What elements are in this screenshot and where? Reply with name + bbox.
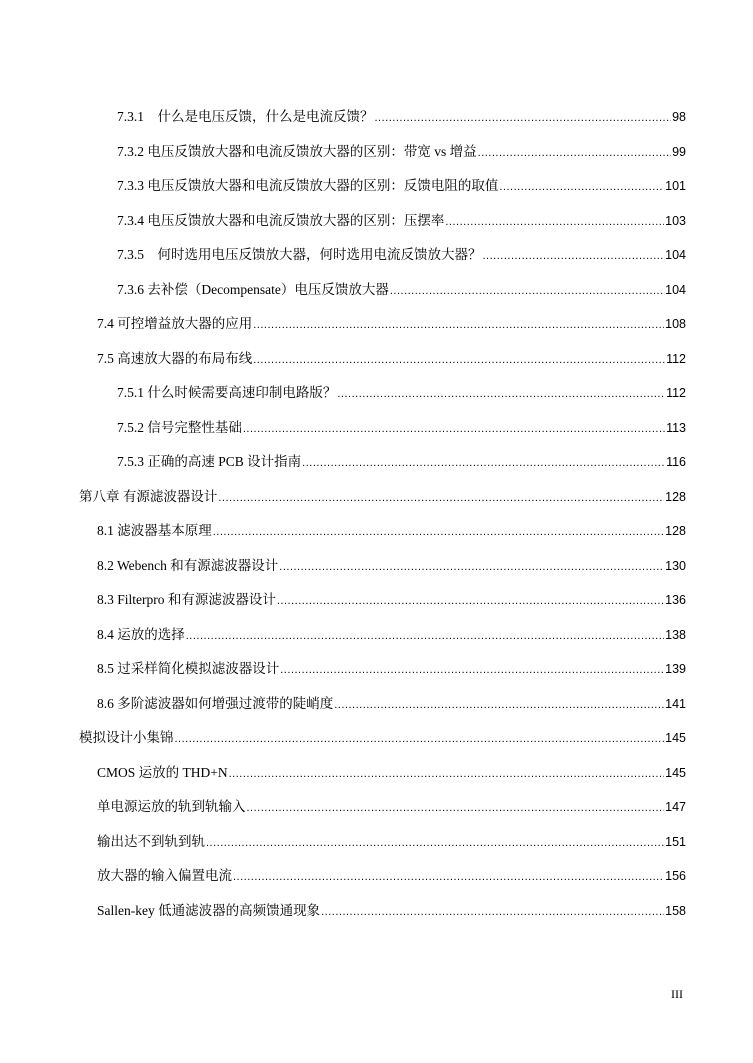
toc-entry-label: 7.5.3 正确的高速 PCB 设计指南 [117, 454, 302, 469]
toc-entry-7-3-1[interactable] [117, 106, 686, 128]
toc-entry-7-3-2[interactable] [117, 141, 686, 163]
toc-entry-input-bias-current[interactable] [97, 865, 686, 887]
toc-entry-label: 模拟设计小集锦 [79, 730, 174, 745]
toc-entry-page: 112 [666, 386, 686, 400]
dot-leader [280, 659, 664, 681]
toc-entry-page: 158 [665, 904, 686, 918]
toc-entry-7-4[interactable] [97, 313, 686, 335]
toc-entry-label: 8.1 滤波器基本原理 [97, 523, 212, 538]
toc-entry-7-5-2[interactable] [117, 417, 686, 439]
dot-leader [321, 901, 664, 923]
toc-entry-label: 8.4 运放的选择 [97, 627, 185, 642]
toc-entry-page: 130 [665, 559, 686, 573]
toc-entry-page: 98 [672, 110, 686, 124]
dot-leader [186, 625, 664, 647]
toc-entry-sallen-key[interactable] [97, 900, 686, 922]
toc-entry-label: 第八章 有源滤波器设计 [79, 489, 218, 504]
toc-entry-label: 7.3.5 何时选用电压反馈放大器，何时选用电流反馈放大器？ [117, 247, 482, 262]
toc-entry-label: 7.5.1 什么时候需要高速印制电路版？ [117, 385, 337, 400]
dot-leader [478, 142, 671, 164]
toc-entry-label: 7.3.6 去补偿（Decompensate）电压反馈放大器 [117, 282, 389, 297]
toc-entry-7-3-4[interactable] [117, 210, 686, 232]
toc-entry-page: 138 [665, 628, 686, 642]
toc-entry-page: 145 [665, 766, 686, 780]
dot-leader [499, 176, 664, 198]
toc-entry-label: 7.5 高速放大器的布局布线 [97, 351, 253, 366]
toc-entry-label: 7.4 可控增益放大器的应用 [97, 316, 253, 331]
toc-entry-rail-to-rail-output[interactable] [97, 831, 686, 853]
toc-entry-7-3-5[interactable] [117, 244, 686, 266]
dot-leader [175, 728, 665, 750]
toc-entry-label: Sallen-key 低通滤波器的高频馈通现象 [97, 903, 321, 918]
toc-entry-label: CMOS 运放的 THD+N [97, 765, 228, 780]
dot-leader [218, 487, 664, 509]
toc-entry-page: 156 [665, 869, 686, 883]
toc-entry-label: 8.6 多阶滤波器如何增强过渡带的陡峭度 [97, 696, 334, 711]
toc-entry-chapter-8[interactable] [79, 486, 686, 508]
toc-entry-cmos-thd[interactable] [97, 762, 686, 784]
dot-leader [334, 694, 664, 716]
toc-entry-8-6[interactable] [97, 693, 686, 715]
toc-entry-page: 104 [665, 248, 686, 262]
toc-entry-page: 108 [665, 317, 686, 331]
toc-entry-7-5-3[interactable] [117, 451, 686, 473]
dot-leader [243, 418, 665, 440]
toc-entry-page: 151 [665, 835, 686, 849]
toc-entry-page: 141 [665, 697, 686, 711]
toc-entry-7-5[interactable] [97, 348, 686, 370]
dot-leader [337, 383, 665, 405]
toc-entry-page: 136 [665, 593, 686, 607]
dot-leader [277, 590, 664, 612]
dot-leader [483, 245, 665, 267]
toc-entry-analog-design-collection[interactable] [79, 727, 686, 749]
toc-entry-label: 输出达不到轨到轨 [97, 834, 205, 849]
toc-entry-page: 101 [665, 179, 686, 193]
toc-entry-8-3[interactable] [97, 589, 686, 611]
dot-leader [445, 211, 664, 233]
toc-entry-8-1[interactable] [97, 520, 686, 542]
toc-entry-8-4[interactable] [97, 624, 686, 646]
toc-entry-page: 145 [665, 731, 686, 745]
toc-entry-label: 7.3.1 什么是电压反馈，什么是电流反馈？ [117, 109, 374, 124]
dot-leader [279, 556, 664, 578]
toc-entry-label: 7.5.2 信号完整性基础 [117, 420, 242, 435]
dot-leader [375, 107, 672, 129]
toc-entry-label: 8.3 Filterpro 和有源滤波器设计 [97, 592, 276, 607]
toc-entry-7-3-6[interactable] [117, 279, 686, 301]
toc-entry-page: 112 [666, 352, 686, 366]
toc-entry-8-2[interactable] [97, 555, 686, 577]
toc-entry-label: 7.3.4 电压反馈放大器和电流反馈放大器的区别：压摆率 [117, 213, 445, 228]
page-number: III [671, 987, 683, 1001]
toc-entry-page: 104 [665, 283, 686, 297]
toc-entry-label: 7.3.2 电压反馈放大器和电流反馈放大器的区别：带宽 vs 增益 [117, 144, 477, 159]
toc-entry-page: 99 [672, 145, 686, 159]
toc-entry-label: 8.2 Webench 和有源滤波器设计 [97, 558, 279, 573]
toc-entry-rail-to-rail-input[interactable] [97, 796, 686, 818]
toc-entry-label: 8.5 过采样简化模拟滤波器设计 [97, 661, 280, 676]
toc-entry-label: 7.3.3 电压反馈放大器和电流反馈放大器的区别：反馈电阻的取值 [117, 178, 499, 193]
toc-entry-page: 113 [666, 421, 686, 435]
dot-leader [213, 521, 664, 543]
dot-leader [390, 280, 664, 302]
toc-entry-8-5[interactable] [97, 658, 686, 680]
toc-entry-page: 128 [665, 490, 686, 504]
toc-entry-page: 116 [666, 455, 686, 469]
toc-entry-page: 147 [665, 800, 686, 814]
toc-entry-page: 103 [665, 214, 686, 228]
dot-leader [247, 797, 665, 819]
toc-entry-page: 139 [665, 662, 686, 676]
dot-leader [253, 314, 664, 336]
dot-leader [253, 349, 665, 371]
toc-entry-page: 128 [665, 524, 686, 538]
toc-entry-label: 放大器的输入偏置电流 [97, 868, 232, 883]
toc-entry-7-3-3[interactable] [117, 175, 686, 197]
toc-entry-label: 单电源运放的轨到轨输入 [97, 799, 246, 814]
dot-leader [302, 452, 665, 474]
dot-leader [233, 866, 664, 888]
dot-leader [206, 832, 664, 854]
toc-entry-7-5-1[interactable] [117, 382, 686, 404]
dot-leader [229, 763, 665, 785]
